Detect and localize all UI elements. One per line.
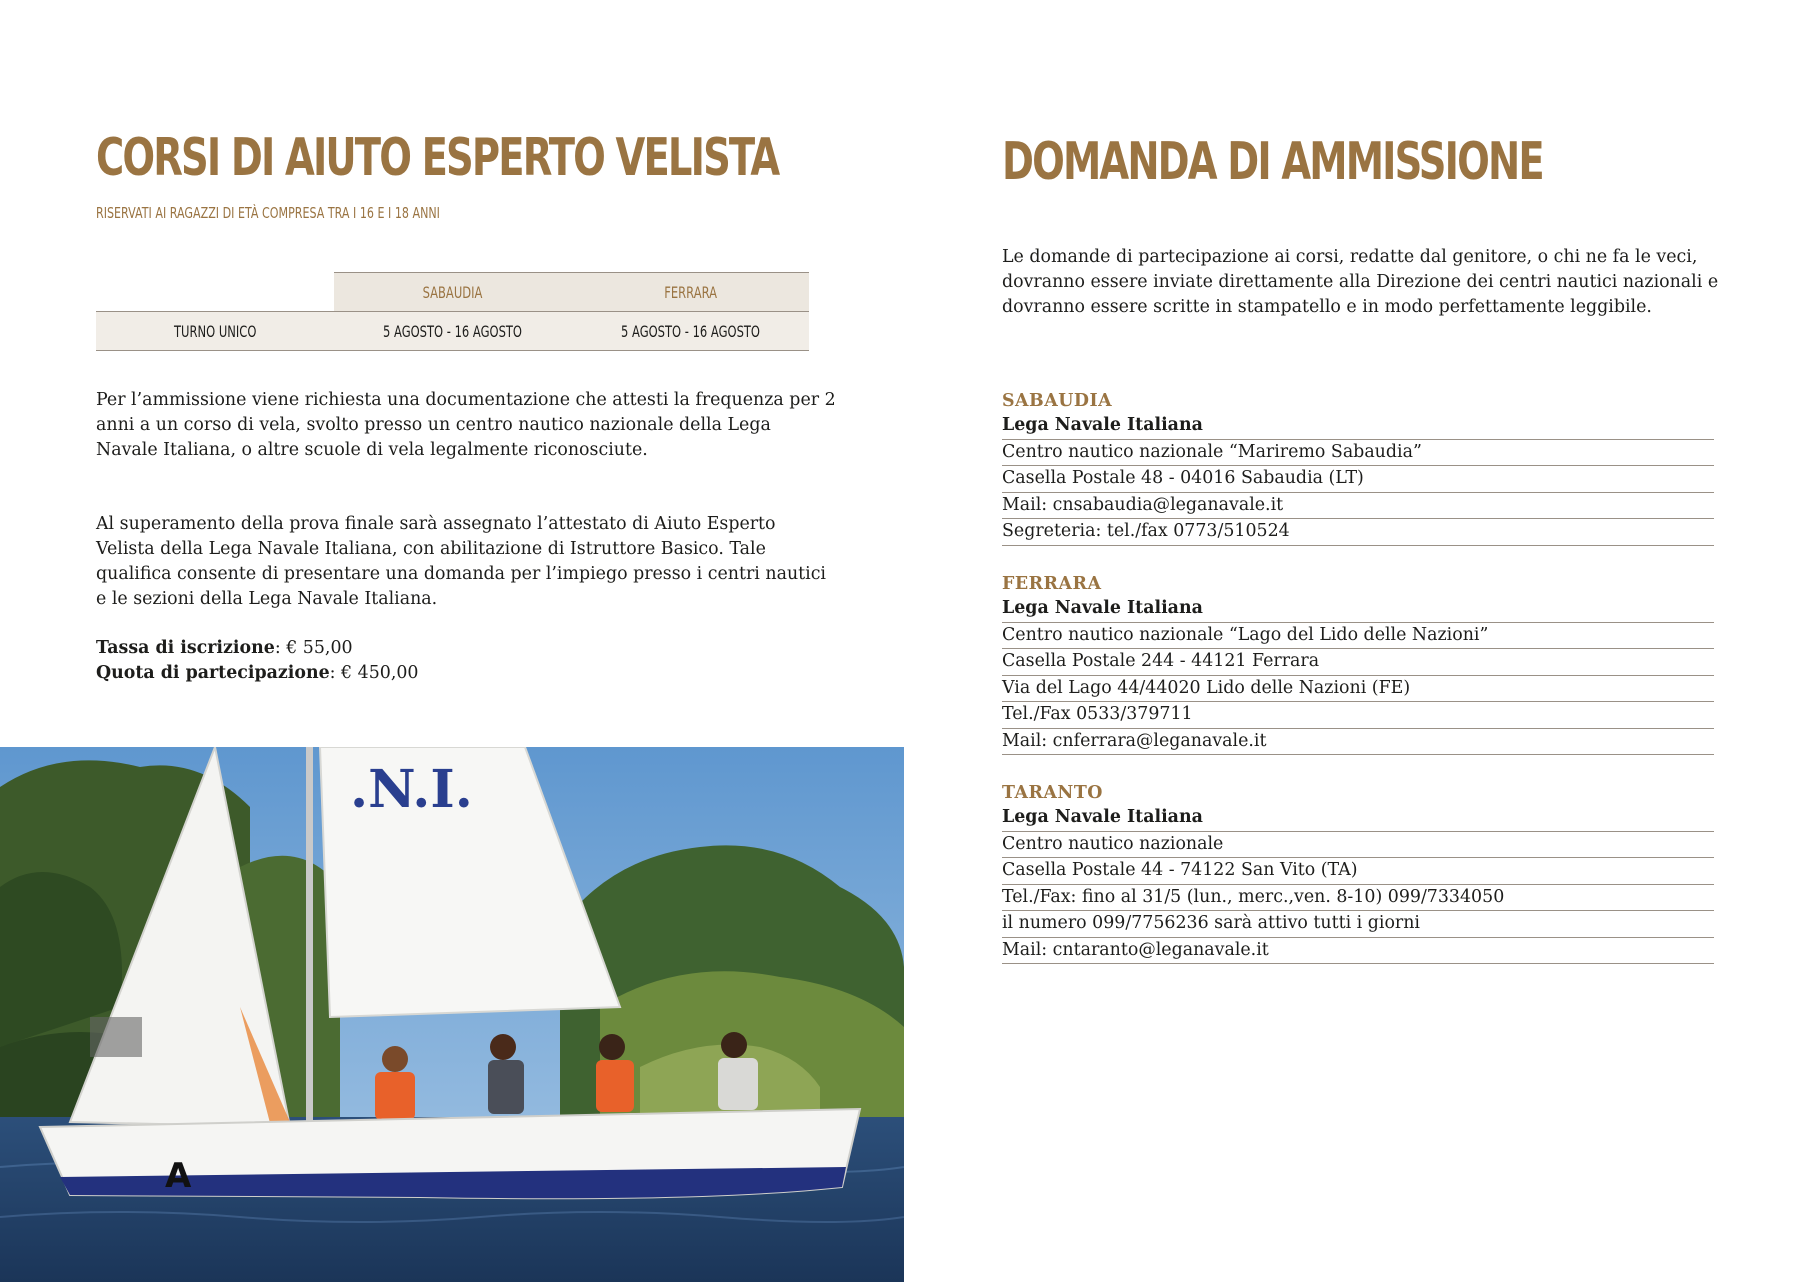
contact-line: Casella Postale 48 - 04016 Sabaudia (LT): [1002, 466, 1714, 493]
schedule-row: [96, 311, 809, 351]
contact-line: Centro nautico nazionale “Mariremo Sabaudia”: [1002, 440, 1714, 467]
certificate-text: Al superamento della prova finale sarà assegnato l’attestato di Aiuto Esperto Velista della Lega Navale Italiana, con abilitazione di Istruttore Basico. Tale qualifica consente di presentare una domanda per l’impiego presso i centri nautici e le sezioni della Lega Navale Italiana.: [96, 514, 826, 609]
contact-line: Centro nautico nazionale: [1002, 832, 1714, 859]
registration-fee: Tassa di iscrizione: € 55,00: [96, 638, 353, 658]
course-subtitle: RISERVATI AI RAGAZZI DI ETÀ COMPRESA TRA I 16 E I 18 ANNI: [96, 204, 440, 222]
sail-lettering: .N.I.: [350, 759, 473, 820]
contact-section-ferrara: [1002, 572, 1714, 755]
sailboat-photo: [0, 747, 904, 1282]
participation-fee: Quota di partecipazione: € 450,00: [96, 663, 419, 683]
admission-requirements-text: Per l’ammissione viene richiesta una documentazione che attesti la frequenza per 2 anni a un corso di vela, svolto presso un centro nautico nazionale della Lega Navale Italiana, o altre scuole di vela legalmente riconosciute.: [96, 390, 836, 460]
schedule-header-sabaudia: SABAUDIA: [334, 273, 572, 311]
section-heading-sabaudia: SABAUDIA: [1002, 391, 1113, 411]
contact-phone-sabaudia: Segreteria: tel./fax 0773/510524: [1002, 519, 1714, 546]
contact-line: il numero 099/7756236 sarà attivo tutti i giorni: [1002, 911, 1714, 938]
hull-letter: A: [165, 1156, 192, 1196]
contact-line: Casella Postale 44 - 74122 San Vito (TA): [1002, 858, 1714, 885]
schedule-turn-label: TURNO UNICO: [173, 321, 257, 341]
contact-phone-taranto: Tel./Fax: fino al 31/5 (lun., merc.,ven. 8-10) 099/7334050: [1002, 885, 1714, 912]
schedule-header-ferrara: FERRARA: [571, 273, 809, 311]
page-title-courses: CORSI DI AIUTO ESPERTO VELISTA: [96, 128, 779, 188]
contact-line: Centro nautico nazionale “Lago del Lido delle Nazioni”: [1002, 623, 1714, 650]
schedule-sabaudia-dates: 5 AGOSTO - 16 AGOSTO: [383, 321, 522, 341]
contact-email-ferrara[interactable]: Mail: cnferrara@leganavale.it: [1002, 729, 1714, 756]
fees-block: [96, 636, 419, 686]
section-heading-ferrara: FERRARA: [1002, 574, 1102, 594]
schedule-table: [96, 272, 809, 351]
page-title-admission: DOMANDA DI AMMISSIONE: [1002, 132, 1543, 192]
section-heading-taranto: TARANTO: [1002, 783, 1103, 803]
contact-line: Via del Lago 44/44020 Lido delle Nazioni (FE): [1002, 676, 1714, 703]
contact-line: Casella Postale 244 - 44121 Ferrara: [1002, 649, 1714, 676]
schedule-ferrara-dates: 5 AGOSTO - 16 AGOSTO: [620, 321, 760, 341]
contact-section-sabaudia: [1002, 389, 1714, 546]
contact-email-taranto[interactable]: Mail: cntaranto@leganavale.it: [1002, 938, 1714, 965]
contact-line: Lega Navale Italiana: [1002, 805, 1714, 832]
admission-intro-text: Le domande di partecipazione ai corsi, redatte dal genitore, o chi ne fa le veci, dovranno essere inviate direttamente alla Direzione dei centri nautici nazionali e dovranno essere scritte in stampatello e in modo perfettamente leggibile.: [1002, 247, 1719, 317]
contact-email-sabaudia[interactable]: Mail: cnsabaudia@leganavale.it: [1002, 493, 1714, 520]
schedule-header-empty: [96, 272, 334, 312]
contact-section-taranto: [1002, 781, 1714, 964]
contact-line: Lega Navale Italiana: [1002, 596, 1714, 623]
contact-phone-ferrara: Tel./Fax 0533/379711: [1002, 702, 1714, 729]
contact-line: Lega Navale Italiana: [1002, 413, 1714, 440]
schedule-header-row: [96, 272, 809, 311]
